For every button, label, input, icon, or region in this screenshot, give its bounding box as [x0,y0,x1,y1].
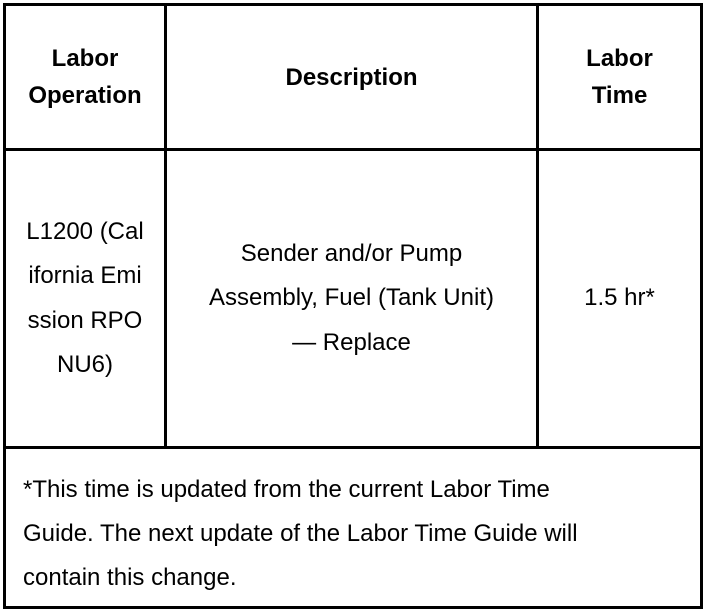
table-row [5,150,702,448]
labor-operation-value: L1200 (California Emission RPO NU6) [26,217,144,379]
table-header-row [5,5,702,150]
header-labor-time [538,5,702,150]
header-labor-time-label: Labor Time [586,45,653,109]
labor-time-value: 1.5 hr* [584,284,655,312]
header-description [166,5,538,150]
description-value: Sender and/or Pump Assembly, Fuel (Tank Unit) — Replace [209,239,494,356]
header-description-label: Description [285,63,418,91]
footnote-text: *This time is updated from the current Labor Time Guide. The next update of the Labor Time Guide will contain this change. [23,476,578,592]
cell-labor-operation [5,150,166,448]
footnote-row [5,448,702,608]
footnote-cell [5,448,702,608]
cell-labor-time [538,150,702,448]
cell-description [166,150,538,448]
header-labor-operation-label: Labor Operation [28,45,142,109]
header-labor-operation [5,5,166,150]
labor-time-table [3,3,703,609]
